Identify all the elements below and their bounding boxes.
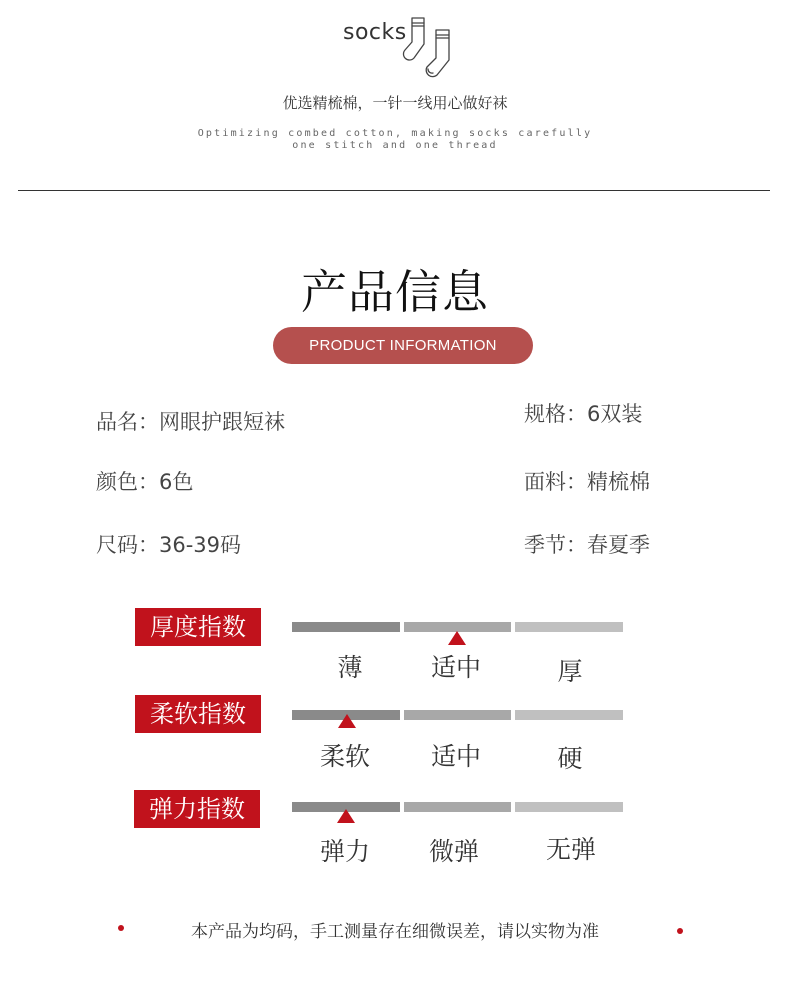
thickness-level-3: 厚 <box>557 657 583 686</box>
info-product-name: 品名：网眼护跟短袜 <box>96 410 285 434</box>
softness-bar-segment-3 <box>515 710 623 720</box>
elasticity-bar-segment-2 <box>404 802 511 812</box>
softness-index-label: 柔软指数 <box>135 695 261 733</box>
elasticity-bar-segment-3 <box>515 802 623 812</box>
softness-level-2: 适中 <box>430 742 481 771</box>
softness-level-3: 硬 <box>557 744 583 773</box>
socks-icon <box>398 14 458 80</box>
info-size: 尺码：36-39码 <box>96 533 242 557</box>
elasticity-level-1: 弹力 <box>319 837 370 866</box>
elasticity-level-3: 无弹 <box>545 835 596 864</box>
slogan-english <box>0 128 790 152</box>
info-spec: 规格：6双装 <box>524 402 643 426</box>
slogan-english-line1: Optimizing combed cotton, making socks carefully <box>197 128 593 139</box>
slogan-chinese: 优选精梳棉，一针一线用心做好袜 <box>282 94 508 112</box>
thickness-bar-segment-1 <box>292 622 400 632</box>
elasticity-level-2: 微弹 <box>428 837 479 866</box>
thickness-marker-icon <box>448 631 466 645</box>
thickness-level-1: 薄 <box>337 653 363 682</box>
section-title: 产品信息 <box>301 265 489 319</box>
info-season: 季节：春夏季 <box>524 533 650 557</box>
thickness-bar-segment-3 <box>515 622 623 632</box>
thickness-index-label: 厚度指数 <box>135 608 261 646</box>
elasticity-index-label: 弹力指数 <box>134 790 260 828</box>
info-material: 面料：精梳棉 <box>524 470 650 494</box>
brand-word: socks <box>343 20 407 45</box>
footer-note: 本产品为均码，手工测量存在细微误差，请以实物为准 <box>191 922 599 942</box>
red-dot-icon <box>677 928 683 934</box>
elasticity-marker-icon <box>337 809 355 823</box>
section-subtitle-pill: PRODUCT INFORMATION <box>273 327 533 364</box>
info-color: 颜色：6色 <box>96 470 194 494</box>
thickness-level-2: 适中 <box>430 653 481 682</box>
softness-bar-segment-2 <box>404 710 511 720</box>
header-divider <box>18 190 770 191</box>
slogan-english-line2: one stitch and one thread <box>292 140 498 151</box>
softness-level-1: 柔软 <box>319 742 370 771</box>
softness-marker-icon <box>338 714 356 728</box>
